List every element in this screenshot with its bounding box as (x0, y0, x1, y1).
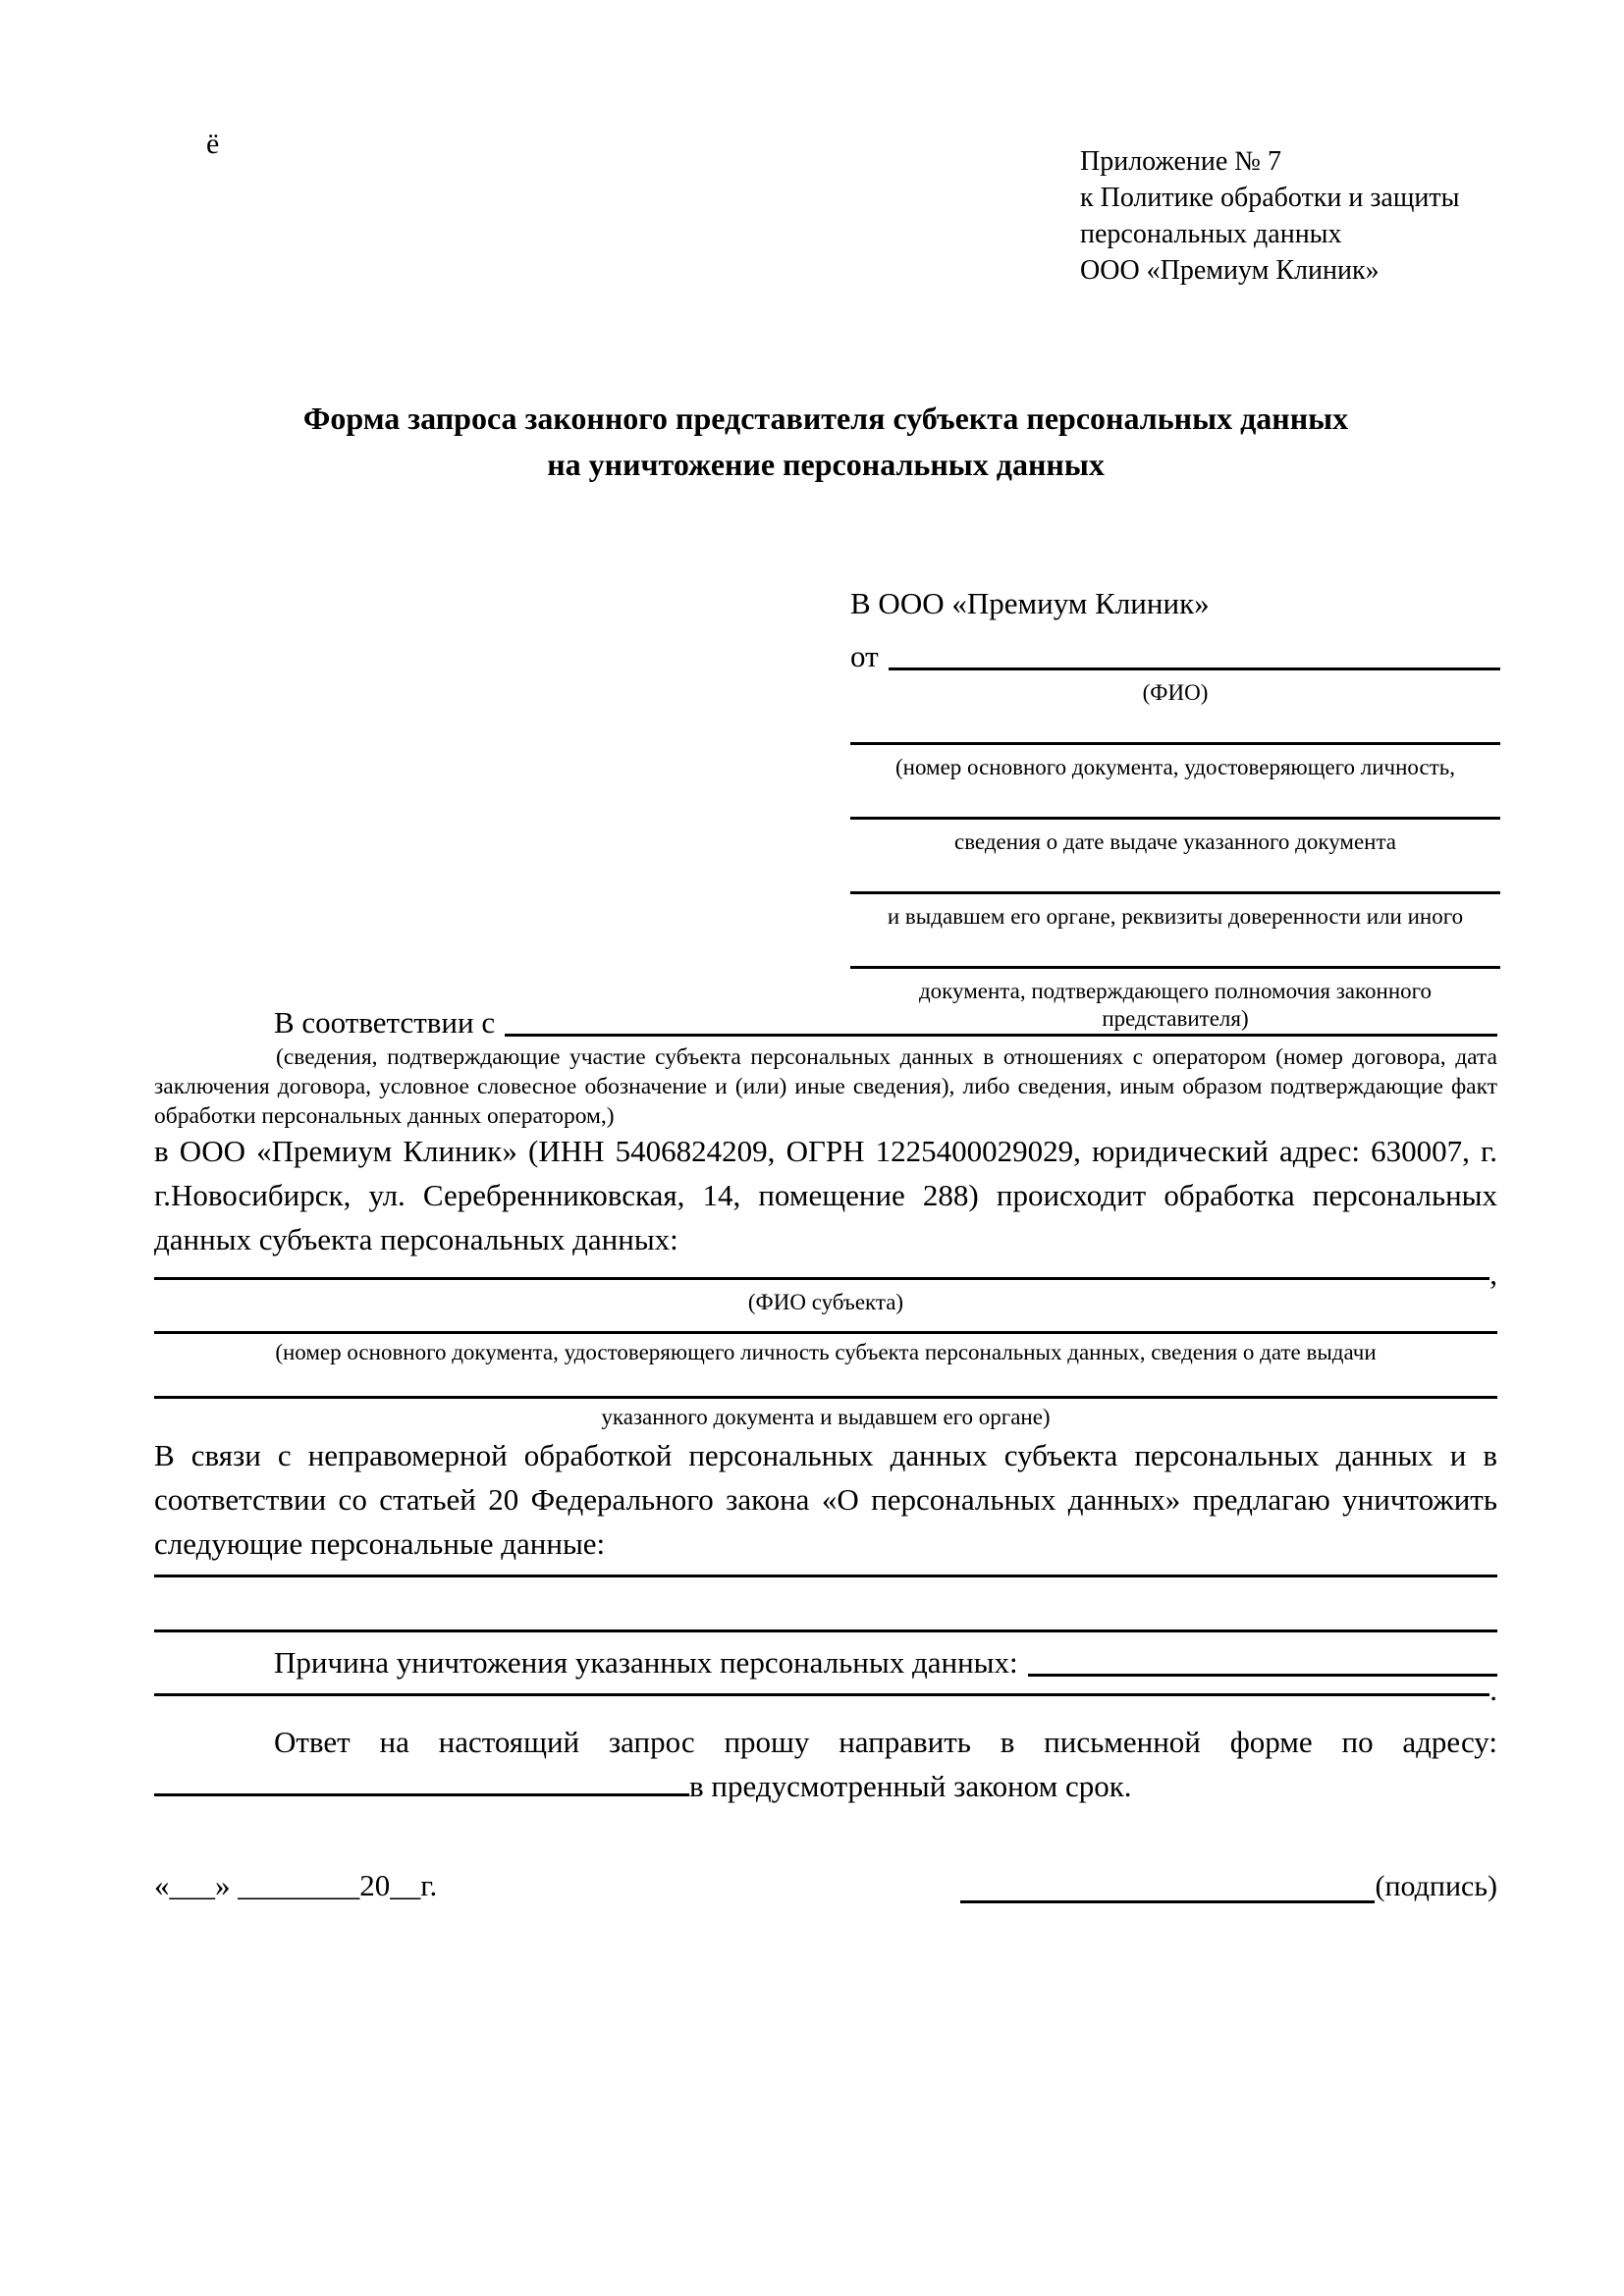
representative-doc-field (850, 742, 1500, 781)
footer-row (154, 1868, 1497, 1903)
address-blank-line (154, 1793, 689, 1796)
appendix-note (1080, 143, 1459, 289)
from-label: от (850, 639, 879, 673)
field-caption: документа, подтверждающего полномочия законного представителя) (918, 979, 1432, 1031)
subject-fio-caption: (ФИО субъекта) (747, 1290, 904, 1314)
blank-line (154, 1693, 1489, 1696)
blank-line (154, 1629, 1497, 1632)
addressee-block (850, 586, 1500, 1033)
appendix-line: персональных данных (1080, 219, 1342, 249)
date-line: «___» ________20__г. (154, 1868, 438, 1902)
appendix-line: Приложение № 7 (1080, 146, 1281, 177)
unlawful-processing-paragraph: В связи с неправомерной обработкой персональных данных субъекта персональных данных и в соответствии со статьей 20 Федерального закона «О персональных данных» предлагаю уничтожить следующие персональные данные: (154, 1438, 1497, 1561)
subject-doc-caption: указанного документа и выдавшем его органе) (601, 1405, 1051, 1429)
subject-doc-field (154, 1331, 1497, 1366)
signature-blank-line (960, 1900, 1375, 1903)
document-title (154, 396, 1497, 488)
blank-line (850, 742, 1500, 745)
title-line-1: Форма запроса законного представителя субъекта персональных данных (302, 400, 1349, 436)
subject-doc-caption: (номер основного документа, удостоверяющего личность субъекта персональных данных, сведения о дате выдачи (275, 1340, 1377, 1364)
field-caption: сведения о дате выдаче указанного документа (953, 829, 1397, 854)
response-tail: в предусмотренный законом срок. (689, 1769, 1132, 1803)
blank-line (154, 1396, 1497, 1399)
subject-fio-field (154, 1256, 1497, 1316)
trailing-comma: , (1489, 1256, 1497, 1291)
subject-fio-line (154, 1256, 1497, 1291)
accordance-lead: В соответствии с (274, 1005, 496, 1040)
subject-doc-field (154, 1396, 1497, 1431)
reason-lead: Причина уничтожения указанных персональных данных: (274, 1645, 1018, 1680)
from-line (850, 635, 1500, 674)
accordance-footnote: (сведения, подтверждающие участие субъекта персональных данных в отношениях с оператором (номер договора, дата заключения договора, условное словесное обозначение и (или) иные сведения), либо сведения, иным образом подтверждающие факт обработки персональных данных оператором,) (154, 1044, 1497, 1129)
accordance-line (154, 1001, 1497, 1041)
reason-line (154, 1641, 1497, 1681)
reason-continuation-line (154, 1673, 1497, 1707)
blank-line (154, 1277, 1489, 1280)
blank-line (850, 817, 1500, 820)
addressee-organization: В ООО «Премиум Клиник» (850, 586, 1210, 620)
blank-line (154, 1575, 1497, 1577)
field-caption: и выдавшем его органе, реквизиты доверенности или иного (887, 904, 1464, 929)
response-paragraph (154, 1720, 1497, 1808)
from-blank-line (889, 667, 1500, 670)
response-lead: Ответ на настоящий запрос прошу направить в письменной форме по адресу: (274, 1725, 1497, 1759)
trailing-period: . (1489, 1673, 1497, 1707)
blank-line (850, 891, 1500, 894)
signature-caption: (подпись) (1375, 1870, 1497, 1902)
representative-doc-field (850, 891, 1500, 931)
field-caption: (номер основного документа, удостоверяющего личность, (894, 755, 1455, 779)
reason-continuation (154, 1673, 1497, 1707)
blank-line (154, 1331, 1497, 1334)
stray-char: ё (206, 128, 220, 160)
blank-line (850, 966, 1500, 969)
operator-paragraph: в ООО «Премиум Клиник» (ИНН 5406824209, ОГРН 1225400029029, юридический адрес: 630007, г. г.Новосибирск, ул. Серебренниковская, 14, помещение 288) происходит обработка персональных данных субъекта персональных данных: (154, 1134, 1497, 1256)
appendix-line: к Политике обработки и защиты (1080, 183, 1460, 213)
reason-blank-line (1028, 1674, 1497, 1677)
title-line-2: на уничтожение персональных данных (547, 447, 1105, 482)
fio-caption: (ФИО) (1142, 680, 1209, 705)
representative-doc-field (850, 817, 1500, 856)
signature-group (960, 1870, 1497, 1903)
accordance-blank-line (505, 1034, 1497, 1037)
appendix-line: ООО «Премиум Клиник» (1080, 255, 1380, 286)
